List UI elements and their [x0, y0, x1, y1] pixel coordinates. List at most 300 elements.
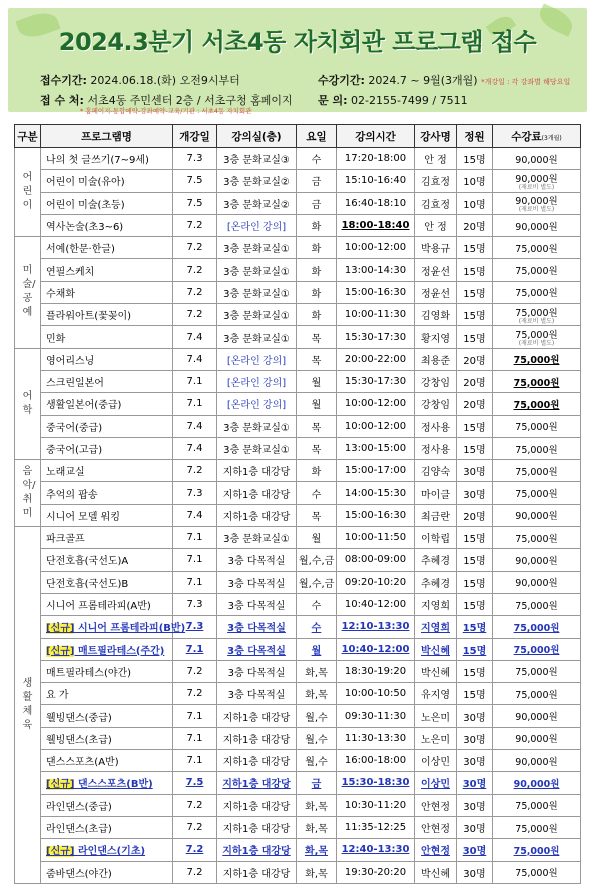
capacity: 15명: [457, 148, 493, 170]
start-date: 7.5: [173, 170, 217, 192]
fee: 90,000원: [493, 148, 581, 170]
classroom: 3층 다목적실: [217, 549, 297, 571]
table-row: [15, 259, 581, 281]
capacity: 20명: [457, 348, 493, 370]
teacher-name: 최금란: [415, 504, 457, 526]
category-cell: [15, 348, 41, 459]
fee-note: (재료비 별도): [518, 206, 555, 214]
teacher-name: 강창임: [415, 370, 457, 392]
capacity: 15명: [457, 593, 493, 615]
capacity: 30명: [457, 839, 493, 861]
table-row: [15, 816, 581, 838]
program-name: 라인댄스(초급): [41, 816, 173, 838]
start-date: 7.1: [173, 571, 217, 593]
classroom: 3층 다목적실: [217, 660, 297, 682]
fee: 75,000원: [493, 281, 581, 303]
fee: 75,000원: [493, 460, 581, 482]
teacher-name: 김양숙: [415, 460, 457, 482]
classroom: 지하1층 대강당: [217, 794, 297, 816]
table-row: [15, 415, 581, 437]
column-header: 강의실(층): [217, 125, 297, 148]
category-cell: [15, 148, 41, 237]
start-date: 7.3: [173, 148, 217, 170]
class-time: 10:00-12:00: [337, 415, 415, 437]
class-time: 10:40-12:00: [337, 638, 415, 660]
start-date: 7.1: [173, 527, 217, 549]
fee: 75,000원: [493, 638, 581, 660]
program-name: 플라워아트(꽃꽂이): [41, 304, 173, 326]
fee: 90,000원: [493, 571, 581, 593]
start-date: 7.2: [173, 304, 217, 326]
table-row: [15, 192, 581, 214]
fee: 75,000원: [493, 482, 581, 504]
class-time: 10:00-12:00: [337, 237, 415, 259]
capacity: 15명: [457, 415, 493, 437]
program-name: 역사논술(초3~6): [41, 214, 173, 236]
teacher-name: 이상민: [415, 772, 457, 794]
fee: 90,000원: [493, 705, 581, 727]
program-table: [14, 124, 581, 884]
program-name: 시니어 모델 워킹: [41, 504, 173, 526]
weekday: 금: [297, 772, 337, 794]
classroom: 지하1층 대강당: [217, 861, 297, 883]
fee: 75,000원: [493, 816, 581, 838]
fee: 75,000원: [493, 683, 581, 705]
fee: 90,000원: [493, 772, 581, 794]
column-header: 강의시간: [337, 125, 415, 148]
classroom: 3층 다목적실: [217, 683, 297, 705]
class-time: 08:00-09:00: [337, 549, 415, 571]
reg-place: 접 수 처: 서초4동 주민센터 2층 / 서초구청 홈페이지: [40, 94, 293, 107]
start-date: 7.3: [173, 616, 217, 638]
weekday: 월,수,금: [297, 549, 337, 571]
class-time: 11:35-12:25: [337, 816, 415, 838]
program-name: 서예(한문·한글): [41, 237, 173, 259]
table-row: [15, 616, 581, 638]
classroom: 3층 문화교실③: [217, 148, 297, 170]
capacity: 30명: [457, 816, 493, 838]
new-badge: [신규]: [46, 846, 75, 858]
column-header: 강사명: [415, 125, 457, 148]
program-name: 댄스스포츠(A반): [41, 750, 173, 772]
program-name: 중국어(중급): [41, 415, 173, 437]
start-date: 7.4: [173, 415, 217, 437]
class-time: 11:30-13:30: [337, 727, 415, 749]
teacher-name: 안현정: [415, 816, 457, 838]
sub-note: * 홈페이지-통합예약-강좌예약-교육/기관 : 서초4동 자치회관: [80, 107, 252, 115]
teacher-name: 김효정: [415, 192, 457, 214]
table-row: [15, 750, 581, 772]
weekday: 화,목: [297, 683, 337, 705]
start-date: 7.2: [173, 816, 217, 838]
table-row: [15, 527, 581, 549]
capacity: 15명: [457, 237, 493, 259]
start-date: 7.1: [173, 705, 217, 727]
class-time: 10:40-12:00: [337, 593, 415, 615]
weekday: 월,수: [297, 705, 337, 727]
start-date: 7.4: [173, 437, 217, 459]
fee: 75,000원: [493, 393, 581, 415]
start-date: 7.5: [173, 192, 217, 214]
weekday: 수: [297, 616, 337, 638]
table-row: [15, 304, 581, 326]
fee-header-note: (3개월): [541, 134, 562, 142]
program-name: 웰빙댄스(중급): [41, 705, 173, 727]
program-name: 단전호흡(국선도)B: [41, 571, 173, 593]
table-header-row: [15, 125, 581, 148]
classroom: [온라인 강의]: [217, 393, 297, 415]
program-name: 요 가: [41, 683, 173, 705]
fee-note: (재료비 별도): [518, 340, 555, 348]
class-time: 10:00-10:50: [337, 683, 415, 705]
capacity: 15명: [457, 683, 493, 705]
fee: 90,000원: [493, 214, 581, 236]
column-header: 정원: [457, 125, 493, 148]
program-name: [신규] 시니어 프롬테라피(B반): [41, 616, 173, 638]
start-date: 7.3: [173, 482, 217, 504]
capacity: 10명: [457, 170, 493, 192]
start-date: 7.4: [173, 348, 217, 370]
classroom: [온라인 강의]: [217, 214, 297, 236]
capacity: 30명: [457, 482, 493, 504]
teacher-name: 안 정: [415, 148, 457, 170]
teacher-name: 김영화: [415, 304, 457, 326]
capacity: 15명: [457, 638, 493, 660]
table-row: [15, 794, 581, 816]
program-name: 어린이 미술(초등): [41, 192, 173, 214]
teacher-name: 정사용: [415, 437, 457, 459]
class-time: 13:00-14:30: [337, 259, 415, 281]
class-time: 19:30-20:20: [337, 861, 415, 883]
fee: 75,000원: [493, 861, 581, 883]
classroom: 지하1층 대강당: [217, 839, 297, 861]
fee: 75,000원 (재료비 별도): [493, 304, 581, 326]
weekday: 화,목: [297, 660, 337, 682]
start-date: 7.1: [173, 750, 217, 772]
table-row: [15, 593, 581, 615]
start-date: 7.2: [173, 237, 217, 259]
weekday: 화: [297, 237, 337, 259]
teacher-name: 박용규: [415, 237, 457, 259]
start-date: 7.1: [173, 370, 217, 392]
column-header: 수강료(3개월): [493, 125, 581, 148]
weekday: 월: [297, 527, 337, 549]
capacity: 15명: [457, 304, 493, 326]
table-row: [15, 727, 581, 749]
new-badge: [신규]: [46, 623, 75, 635]
capacity: 20명: [457, 214, 493, 236]
column-header: 개강일: [173, 125, 217, 148]
start-date: 7.2: [173, 214, 217, 236]
fee: 75,000원: [493, 527, 581, 549]
fee-note: (재료비 별도): [518, 183, 555, 191]
start-date: 7.4: [173, 326, 217, 348]
program-name: 어린이 미술(유아): [41, 170, 173, 192]
start-date: 7.2: [173, 281, 217, 303]
capacity: 30명: [457, 727, 493, 749]
program-name: 수채화: [41, 281, 173, 303]
weekday: 금: [297, 192, 337, 214]
table-row: [15, 683, 581, 705]
classroom: 3층 문화교실①: [217, 415, 297, 437]
start-date: 7.1: [173, 393, 217, 415]
classroom: 3층 다목적실: [217, 616, 297, 638]
teacher-name: 안현정: [415, 794, 457, 816]
table-row: [15, 170, 581, 192]
program-name: 나의 첫 글쓰기(7~9세): [41, 148, 173, 170]
table-row: [15, 393, 581, 415]
program-name: 노래교실: [41, 460, 173, 482]
classroom: 지하1층 대강당: [217, 750, 297, 772]
weekday: 화: [297, 281, 337, 303]
class-time: 17:20-18:00: [337, 148, 415, 170]
weekday: 금: [297, 170, 337, 192]
start-date: 7.4: [173, 504, 217, 526]
classroom: 3층 문화교실①: [217, 237, 297, 259]
table-row: [15, 148, 581, 170]
classroom: 3층 다목적실: [217, 593, 297, 615]
class-time: 09:30-11:30: [337, 705, 415, 727]
classroom: 3층 문화교실①: [217, 326, 297, 348]
new-badge: [신규]: [46, 779, 75, 791]
classroom: 3층 문화교실①: [217, 527, 297, 549]
fee: 90,000원 (재료비 별도): [493, 192, 581, 214]
class-time: 15:00-17:00: [337, 460, 415, 482]
weekday: 목: [297, 504, 337, 526]
class-time: 12:40-13:30: [337, 839, 415, 861]
program-name: 파크골프: [41, 527, 173, 549]
category-cell: [15, 527, 41, 884]
table-row: [15, 705, 581, 727]
class-time: 20:00-22:00: [337, 348, 415, 370]
teacher-name: 노은미: [415, 705, 457, 727]
teacher-name: 노은미: [415, 727, 457, 749]
table-row: [15, 861, 581, 883]
capacity: 30명: [457, 460, 493, 482]
start-date: 7.2: [173, 683, 217, 705]
weekday: 화,목: [297, 839, 337, 861]
weekday: 화: [297, 214, 337, 236]
class-time: 10:00-12:00: [337, 393, 415, 415]
fee: 75,000원 (재료비 별도): [493, 326, 581, 348]
category-label: 미술/공예: [22, 265, 36, 319]
class-time: 15:30-18:30: [337, 772, 415, 794]
class-time: 15:30-17:30: [337, 326, 415, 348]
classroom: 지하1층 대강당: [217, 504, 297, 526]
classroom: 지하1층 대강당: [217, 482, 297, 504]
fee-note: (재료비 별도): [518, 317, 555, 325]
classroom: 3층 문화교실①: [217, 304, 297, 326]
weekday: 월,수: [297, 727, 337, 749]
class-time: 10:30-11:20: [337, 794, 415, 816]
table-row: [15, 460, 581, 482]
classroom: 3층 문화교실①: [217, 437, 297, 459]
category-label: 생활체육: [22, 677, 33, 731]
start-date: 7.1: [173, 638, 217, 660]
weekday: 목: [297, 437, 337, 459]
fee: 75,000원: [493, 616, 581, 638]
teacher-name: 정윤선: [415, 281, 457, 303]
table-row: [15, 772, 581, 794]
capacity: 30명: [457, 772, 493, 794]
fee: 75,000원: [493, 794, 581, 816]
classroom: 3층 다목적실: [217, 638, 297, 660]
program-name: 라인댄스(중급): [41, 794, 173, 816]
teacher-name: 지영희: [415, 593, 457, 615]
program-name: 단전호흡(국선도)A: [41, 549, 173, 571]
capacity: 15명: [457, 660, 493, 682]
classroom: 지하1층 대강당: [217, 460, 297, 482]
start-date: 7.2: [173, 259, 217, 281]
category-label: 어린이: [22, 172, 33, 212]
capacity: 30명: [457, 705, 493, 727]
teacher-name: 정사용: [415, 415, 457, 437]
start-date: 7.2: [173, 660, 217, 682]
class-time: 15:10-16:40: [337, 170, 415, 192]
weekday: 화: [297, 259, 337, 281]
weekday: 화,목: [297, 816, 337, 838]
table-row: [15, 638, 581, 660]
teacher-name: 정윤선: [415, 259, 457, 281]
course-period: 수강기간: 2024.7 ~ 9월(3개월) *개강일 : 각 강좌별 해당요일: [318, 74, 571, 87]
teacher-name: 박신혜: [415, 660, 457, 682]
capacity: 30명: [457, 861, 493, 883]
table-row: [15, 660, 581, 682]
weekday: 목: [297, 348, 337, 370]
program-name: [신규] 라인댄스(기초): [41, 839, 173, 861]
weekday: 수: [297, 593, 337, 615]
weekday: 월: [297, 393, 337, 415]
category-label: 어학: [22, 390, 33, 416]
fee: 75,000원: [493, 259, 581, 281]
category-cell: [15, 460, 41, 527]
teacher-name: 황지영: [415, 326, 457, 348]
weekday: 월: [297, 370, 337, 392]
table-row: [15, 549, 581, 571]
contact: 문 의: 02-2155-7499 / 7511: [318, 94, 468, 107]
teacher-name: 이학립: [415, 527, 457, 549]
class-time: 15:30-17:30: [337, 370, 415, 392]
weekday: 목: [297, 415, 337, 437]
weekday: 월: [297, 638, 337, 660]
capacity: 15명: [457, 616, 493, 638]
teacher-name: 박신혜: [415, 861, 457, 883]
fee: 90,000원: [493, 504, 581, 526]
weekday: 수: [297, 148, 337, 170]
weekday: 화: [297, 304, 337, 326]
fee: 75,000원: [493, 370, 581, 392]
teacher-name: 박신혜: [415, 638, 457, 660]
program-name: 시니어 프롬테라피(A반): [41, 593, 173, 615]
fee: 75,000원: [493, 839, 581, 861]
start-date: 7.2: [173, 460, 217, 482]
column-header: 프로그램명: [41, 125, 173, 148]
program-name: [신규] 댄스스포츠(B반): [41, 772, 173, 794]
weekday: 화,목: [297, 794, 337, 816]
start-date: 7.5: [173, 772, 217, 794]
fee: 75,000원: [493, 660, 581, 682]
program-name: 중국어(고급): [41, 437, 173, 459]
classroom: 3층 다목적실: [217, 571, 297, 593]
table-row: [15, 370, 581, 392]
capacity: 20명: [457, 370, 493, 392]
fee: 75,000원: [493, 348, 581, 370]
program-name: [신규] 매트필라테스(주간): [41, 638, 173, 660]
category-label: 음악/취미: [22, 466, 36, 520]
capacity: 15명: [457, 437, 493, 459]
start-date: 7.2: [173, 861, 217, 883]
program-name: 생활일본어(중급): [41, 393, 173, 415]
classroom: 3층 문화교실②: [217, 170, 297, 192]
teacher-name: 최용준: [415, 348, 457, 370]
weekday: 화: [297, 460, 337, 482]
table-row: [15, 504, 581, 526]
fee: 90,000원: [493, 549, 581, 571]
weekday: 월,수: [297, 750, 337, 772]
program-name: 민화: [41, 326, 173, 348]
column-header: 요일: [297, 125, 337, 148]
class-time: 18:00-18:40: [337, 214, 415, 236]
capacity: 15명: [457, 527, 493, 549]
table-row: [15, 237, 581, 259]
table-row: [15, 281, 581, 303]
teacher-name: 추혜경: [415, 571, 457, 593]
start-date: 7.1: [173, 727, 217, 749]
teacher-name: 마이클: [415, 482, 457, 504]
classroom: 3층 문화교실①: [217, 259, 297, 281]
weekday: 수: [297, 482, 337, 504]
table-row: [15, 839, 581, 861]
capacity: 15명: [457, 259, 493, 281]
teacher-name: 이상민: [415, 750, 457, 772]
capacity: 20명: [457, 393, 493, 415]
classroom: 지하1층 대강당: [217, 727, 297, 749]
classroom: 3층 문화교실①: [217, 281, 297, 303]
teacher-name: 안 정: [415, 214, 457, 236]
classroom: 지하1층 대강당: [217, 772, 297, 794]
capacity: 15명: [457, 549, 493, 571]
table-row: [15, 326, 581, 348]
fee: 75,000원: [493, 437, 581, 459]
teacher-name: 안현정: [415, 839, 457, 861]
capacity: 15명: [457, 326, 493, 348]
classroom: 3층 문화교실②: [217, 192, 297, 214]
capacity: 15명: [457, 281, 493, 303]
capacity: 30명: [457, 794, 493, 816]
start-date: 7.2: [173, 839, 217, 861]
capacity: 15명: [457, 571, 493, 593]
page-title: 2024.3분기 서초4동 자치회관 프로그램 접수: [58, 28, 537, 56]
program-name: 스크린일본어: [41, 370, 173, 392]
classroom: 지하1층 대강당: [217, 816, 297, 838]
weekday: 화,목: [297, 861, 337, 883]
class-time: 10:00-11:50: [337, 527, 415, 549]
table-row: [15, 571, 581, 593]
fee: 90,000원 (재료비 별도): [493, 170, 581, 192]
classroom: [온라인 강의]: [217, 348, 297, 370]
class-time: 16:00-18:00: [337, 750, 415, 772]
capacity: 10명: [457, 192, 493, 214]
teacher-name: 지영희: [415, 616, 457, 638]
class-time: 15:00-16:30: [337, 281, 415, 303]
table-row: [15, 214, 581, 236]
fee: 90,000원: [493, 750, 581, 772]
start-date: 7.2: [173, 794, 217, 816]
fee: 90,000원: [493, 727, 581, 749]
teacher-name: 유지영: [415, 683, 457, 705]
capacity: 20명: [457, 504, 493, 526]
fee: 75,000원: [493, 415, 581, 437]
